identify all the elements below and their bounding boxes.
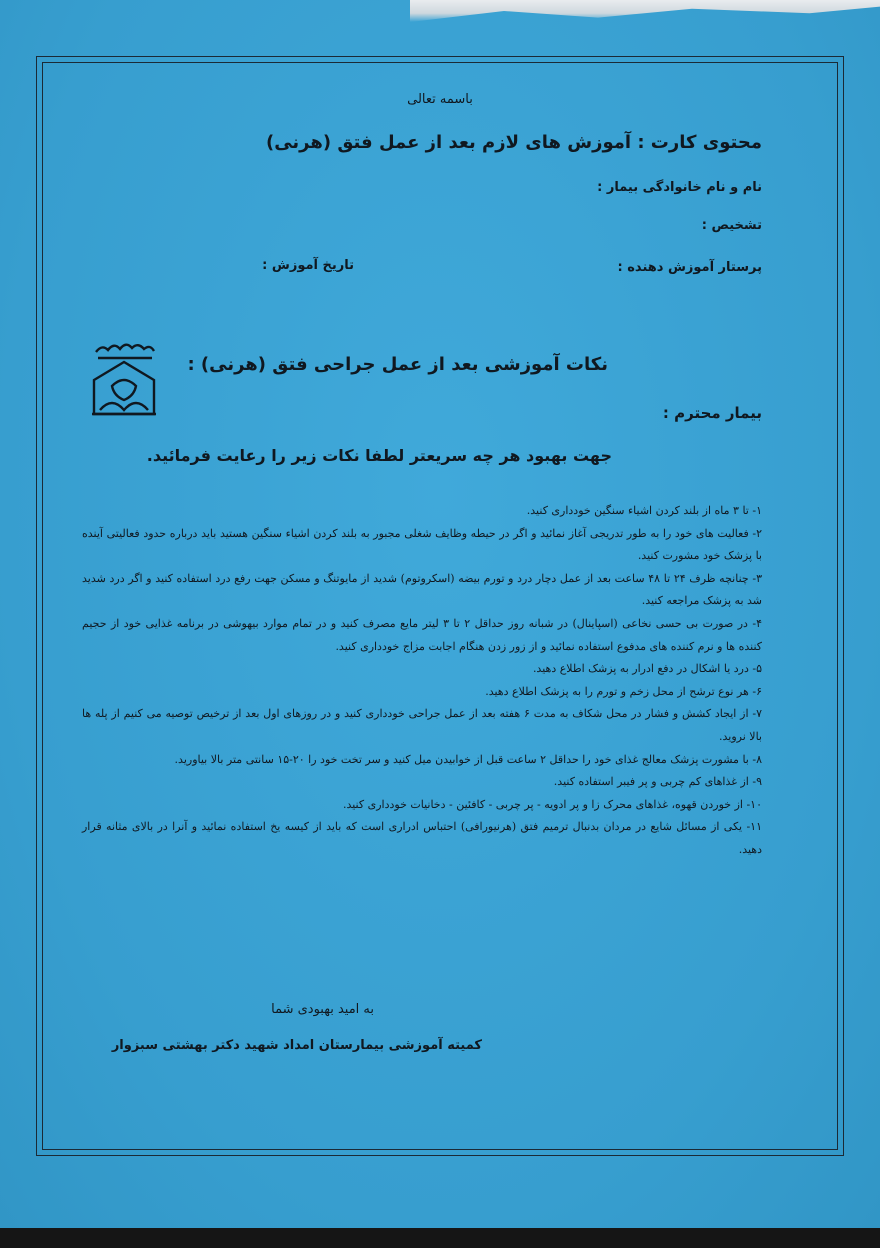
instruction-item: ۳- چنانچه ظرف ۲۴ تا ۴۸ ساعت بعد از عمل دچار درد و تورم بیضه (اسکروتوم) شدید از مایوتنگ و مسکن جهت رفع درد استفاده کنید و اگر درد شدید شد به پزشک مراجعه کنید. xyxy=(82,571,762,608)
instruction-item: ۴- در صورت بی حسی نخاعی (اسپاینال) در شبانه روز حداقل ۲ تا ۳ لیتر مایع مصرف کنید و در تمام موارد بیهوشی در برنامه غذایی خود از حجیم کننده ها و نرم کننده های مدفوع استفاده نمائید و از زور زدن هنگام اجابت مزاج خودداری کنید. xyxy=(82,616,762,653)
university-emblem-icon xyxy=(82,336,166,420)
instruction-item: ۱۱- یکی از مسائل شایع در مردان بدنبال ترمیم فتق (هرنیورافی) احتباس ادراری است که باید از کیسه یخ استفاده نمائید و آنرا در بالای مثانه قرار دهید. xyxy=(82,820,762,856)
instruction-item: ۵- درد یا اشکال در دفع ادرار به پزشک اطلاع دهید. xyxy=(532,662,762,676)
card-title: محتوی کارت : آموزش های لازم بعد از عمل فتق (هرنی) xyxy=(265,132,762,153)
instruction-item: ۱۰- از خوردن قهوه، غذاهای محرک زا و پر ادویه - پر چربی - کافئین - دخانیات خودداری کنید. xyxy=(342,797,762,811)
section-title: نکات آموزشی بعد از عمل جراحی فتق (هرنی) : xyxy=(187,354,608,375)
diagnosis-field: تشخیص : xyxy=(701,218,762,233)
basmala: باسمه تعالی xyxy=(407,92,473,107)
instruction-item: ۹- از غذاهای کم چربی و پر فیبر استفاده کنید. xyxy=(553,775,762,789)
instructions-list xyxy=(82,500,762,862)
scan-shadow xyxy=(0,1228,880,1248)
intro-text: جهت بهبود هر چه سریعتر لطفا نکات زیر را رعایت فرمائید. xyxy=(146,446,612,465)
greeting: بیمار محترم : xyxy=(662,404,762,422)
instruction-item: ۸- با مشورت پزشک معالج غذای خود را حداقل ۲ ساعت قبل از خوابیدن میل کنید و سر تخت خود را ۲۰-۱۵ سانتی متر بالا بیاورید. xyxy=(174,752,762,766)
closing-wish: به امید بهبودی شما xyxy=(271,1002,374,1017)
training-date-field: تاریخ آموزش : xyxy=(262,258,354,273)
committee-signature: کمیته آموزشی بیمارستان امداد شهید دکتر بهشتی سبزوار xyxy=(111,1038,482,1053)
instruction-item: ۷- از ایجاد کشش و فشار در محل شکاف به مدت ۶ هفته بعد از عمل جراحی خودداری کنید و در روزهای اول بعد از ترخیص توصیه می کنیم از پله ها بالا نروید. xyxy=(82,707,762,743)
instruction-item: ۲- فعالیت های خود را به طور تدریجی آغاز نمائید و اگر در حیطه وظایف شغلی مجبور به بلند کردن اشیاء سنگین هستید باید درباره حدود فعالیتی آینده با پزشک خود مشورت کنید. xyxy=(82,526,762,563)
patient-name-field: نام و نام خانوادگی بیمار : xyxy=(597,180,762,195)
nurse-field: پرستار آموزش دهنده : xyxy=(617,260,762,275)
instruction-item: ۶- هر نوع ترشح از محل زخم و تورم را به پزشک اطلاع دهید. xyxy=(485,684,762,698)
instruction-item: ۱- تا ۳ ماه از بلند کردن اشیاء سنگین خودداری کنید. xyxy=(526,504,762,517)
